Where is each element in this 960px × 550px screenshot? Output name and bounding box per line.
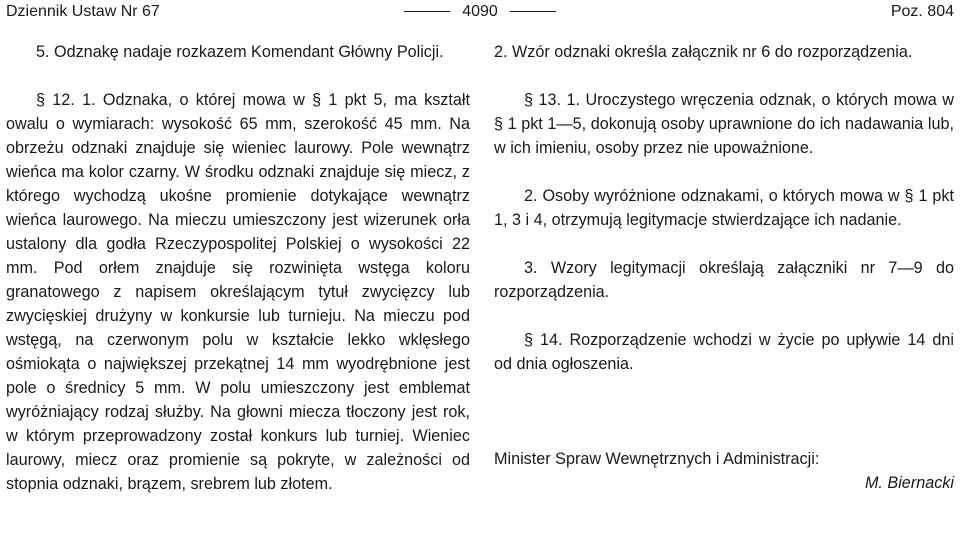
paragraph-legitimation-patterns: 3. Wzory legitymacji określają załączniki nr 7—9 do rozporządzenia. [494, 259, 954, 301]
paragraph-section-13: § 13. 1. Uroczystego wręczenia odznak, o których mowa w § 1 pkt 1—5, dokonują osoby uprawnione do ich nadawania lub, w ich imieniu, osoby przez nie upoważnione. [494, 91, 954, 157]
page-header [0, 0, 960, 24]
dash-right [510, 11, 556, 12]
page-number-block [0, 0, 960, 24]
signature-title: Minister Spraw Wewnętrznych i Administracji: [494, 450, 820, 468]
paragraph-badge-pattern: 2. Wzór odznaki określa załącznik nr 6 do rozporządzenia. [494, 43, 913, 61]
right-column [494, 40, 954, 495]
left-column [6, 40, 470, 496]
page-number: 4090 [462, 3, 498, 20]
paragraph-legitimations: 2. Osoby wyróżnione odznakami, o których mowa w § 1 pkt 1, 3 i 4, otrzymują legitymacje stwierdzające ich nadanie. [494, 187, 954, 229]
signature-name: M. Biernacki [864, 474, 954, 492]
paragraph-award-issuer: 5. Odznakę nadaje rozkazem Komendant Główny Policji. [36, 43, 444, 61]
paragraph-section-12: § 12. 1. Odznaka, o której mowa w § 1 pkt 5, ma kształt owalu o wymiarach: wysokość 65 mm, szerokość 45 mm. Na obrzeżu odznaki znajduje się wieniec laurowy. Pole wewnątrz wieńca ma kolor czarny. W środku odznaki znajduje się miecz, z którego wychodzą ukośne promienie dotykające wewnątrz wieńca laurowego. Na mieczu umieszczony jest wizerunek orła ustalony dla godła Rzeczypospolitej Polskiej o wysokości 22 mm. Pod orłem znajduje się rozwinięta wstęga koloru granatowego z napisem określającym tytuł zwycięzcy lub zwycięskiej drużyny w konkursie lub turnieju. Na mieczu pod wstęgą, na czerwonym polu w kształcie lekko wklęsłego ośmiokąta o największej przekątnej 14 mm wyodrębnione jest pole o średnicy 5 mm. W polu umieszczony jest emblemat wyróżniający rodzaj służby. Na głowni miecza tłoczony jest rok, w którym przeprowadzony został konkurs lub turniej. Wieniec laurowy, miecz oraz promienie są pokryte, w zależności od stopnia odznaki, brązem, srebrem lub złotem. [6, 91, 470, 493]
dash-left [404, 11, 450, 12]
paragraph-section-14: § 14. Rozporządzenie wchodzi w życie po upływie 14 dni od dnia ogłoszenia. [494, 331, 954, 373]
position-number: Poz. 804 [890, 3, 954, 20]
journal-title: Dziennik Ustaw Nr 67 [6, 3, 160, 20]
